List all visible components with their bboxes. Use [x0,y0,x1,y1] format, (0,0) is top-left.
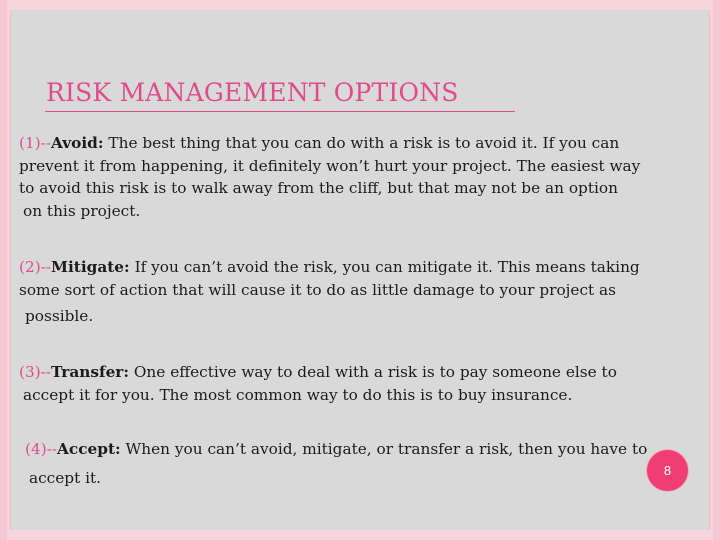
option-number: (2)-- [19,258,52,276]
option-text: accept it. [29,468,102,487]
option-text: When you can’t avoid, mitigate, or transfer a risk, then you have to [125,440,648,458]
option-line [19,361,699,384]
option-term: Transfer: [51,363,130,381]
option-text: The best thing that you can do with a risk is to avoid it. If you can [108,134,620,152]
option-avoid [19,132,699,222]
option-accept [25,438,705,489]
slide [10,10,710,530]
option-line [19,132,699,155]
option-text: prevent it from happening, it definitely won’t hurt your project. The easiest way [19,156,641,175]
option-text: on this project. [23,201,141,220]
option-number: (3)-- [19,363,52,381]
option-text: accept it for you. The most common way to do this is to buy insurance. [23,385,573,404]
option-number: (1)-- [19,134,52,152]
option-term: Mitigate: [51,258,130,276]
option-number: (4)-- [25,440,58,458]
page-number-badge: 8 [647,450,688,491]
option-term: Accept: [57,440,121,458]
option-text: possible. [25,307,94,325]
option-line [19,256,699,279]
option-term: Avoid: [51,134,104,152]
title-underline [45,111,515,112]
option-text: to avoid this risk is to walk away from the cliff, but that may not be an option [19,179,618,197]
option-line [25,438,705,461]
option-text: If you can’t avoid the risk, you can mitigate it. This means taking [134,258,640,276]
option-text: some sort of action that will cause it to do as little damage to your project as [19,280,617,299]
option-text: One effective way to deal with a risk is to pay someone else to [133,363,617,381]
slide-title: RISK MANAGEMENT OPTIONS [46,78,459,107]
option-mitigate [19,256,699,328]
option-transfer [19,361,699,406]
